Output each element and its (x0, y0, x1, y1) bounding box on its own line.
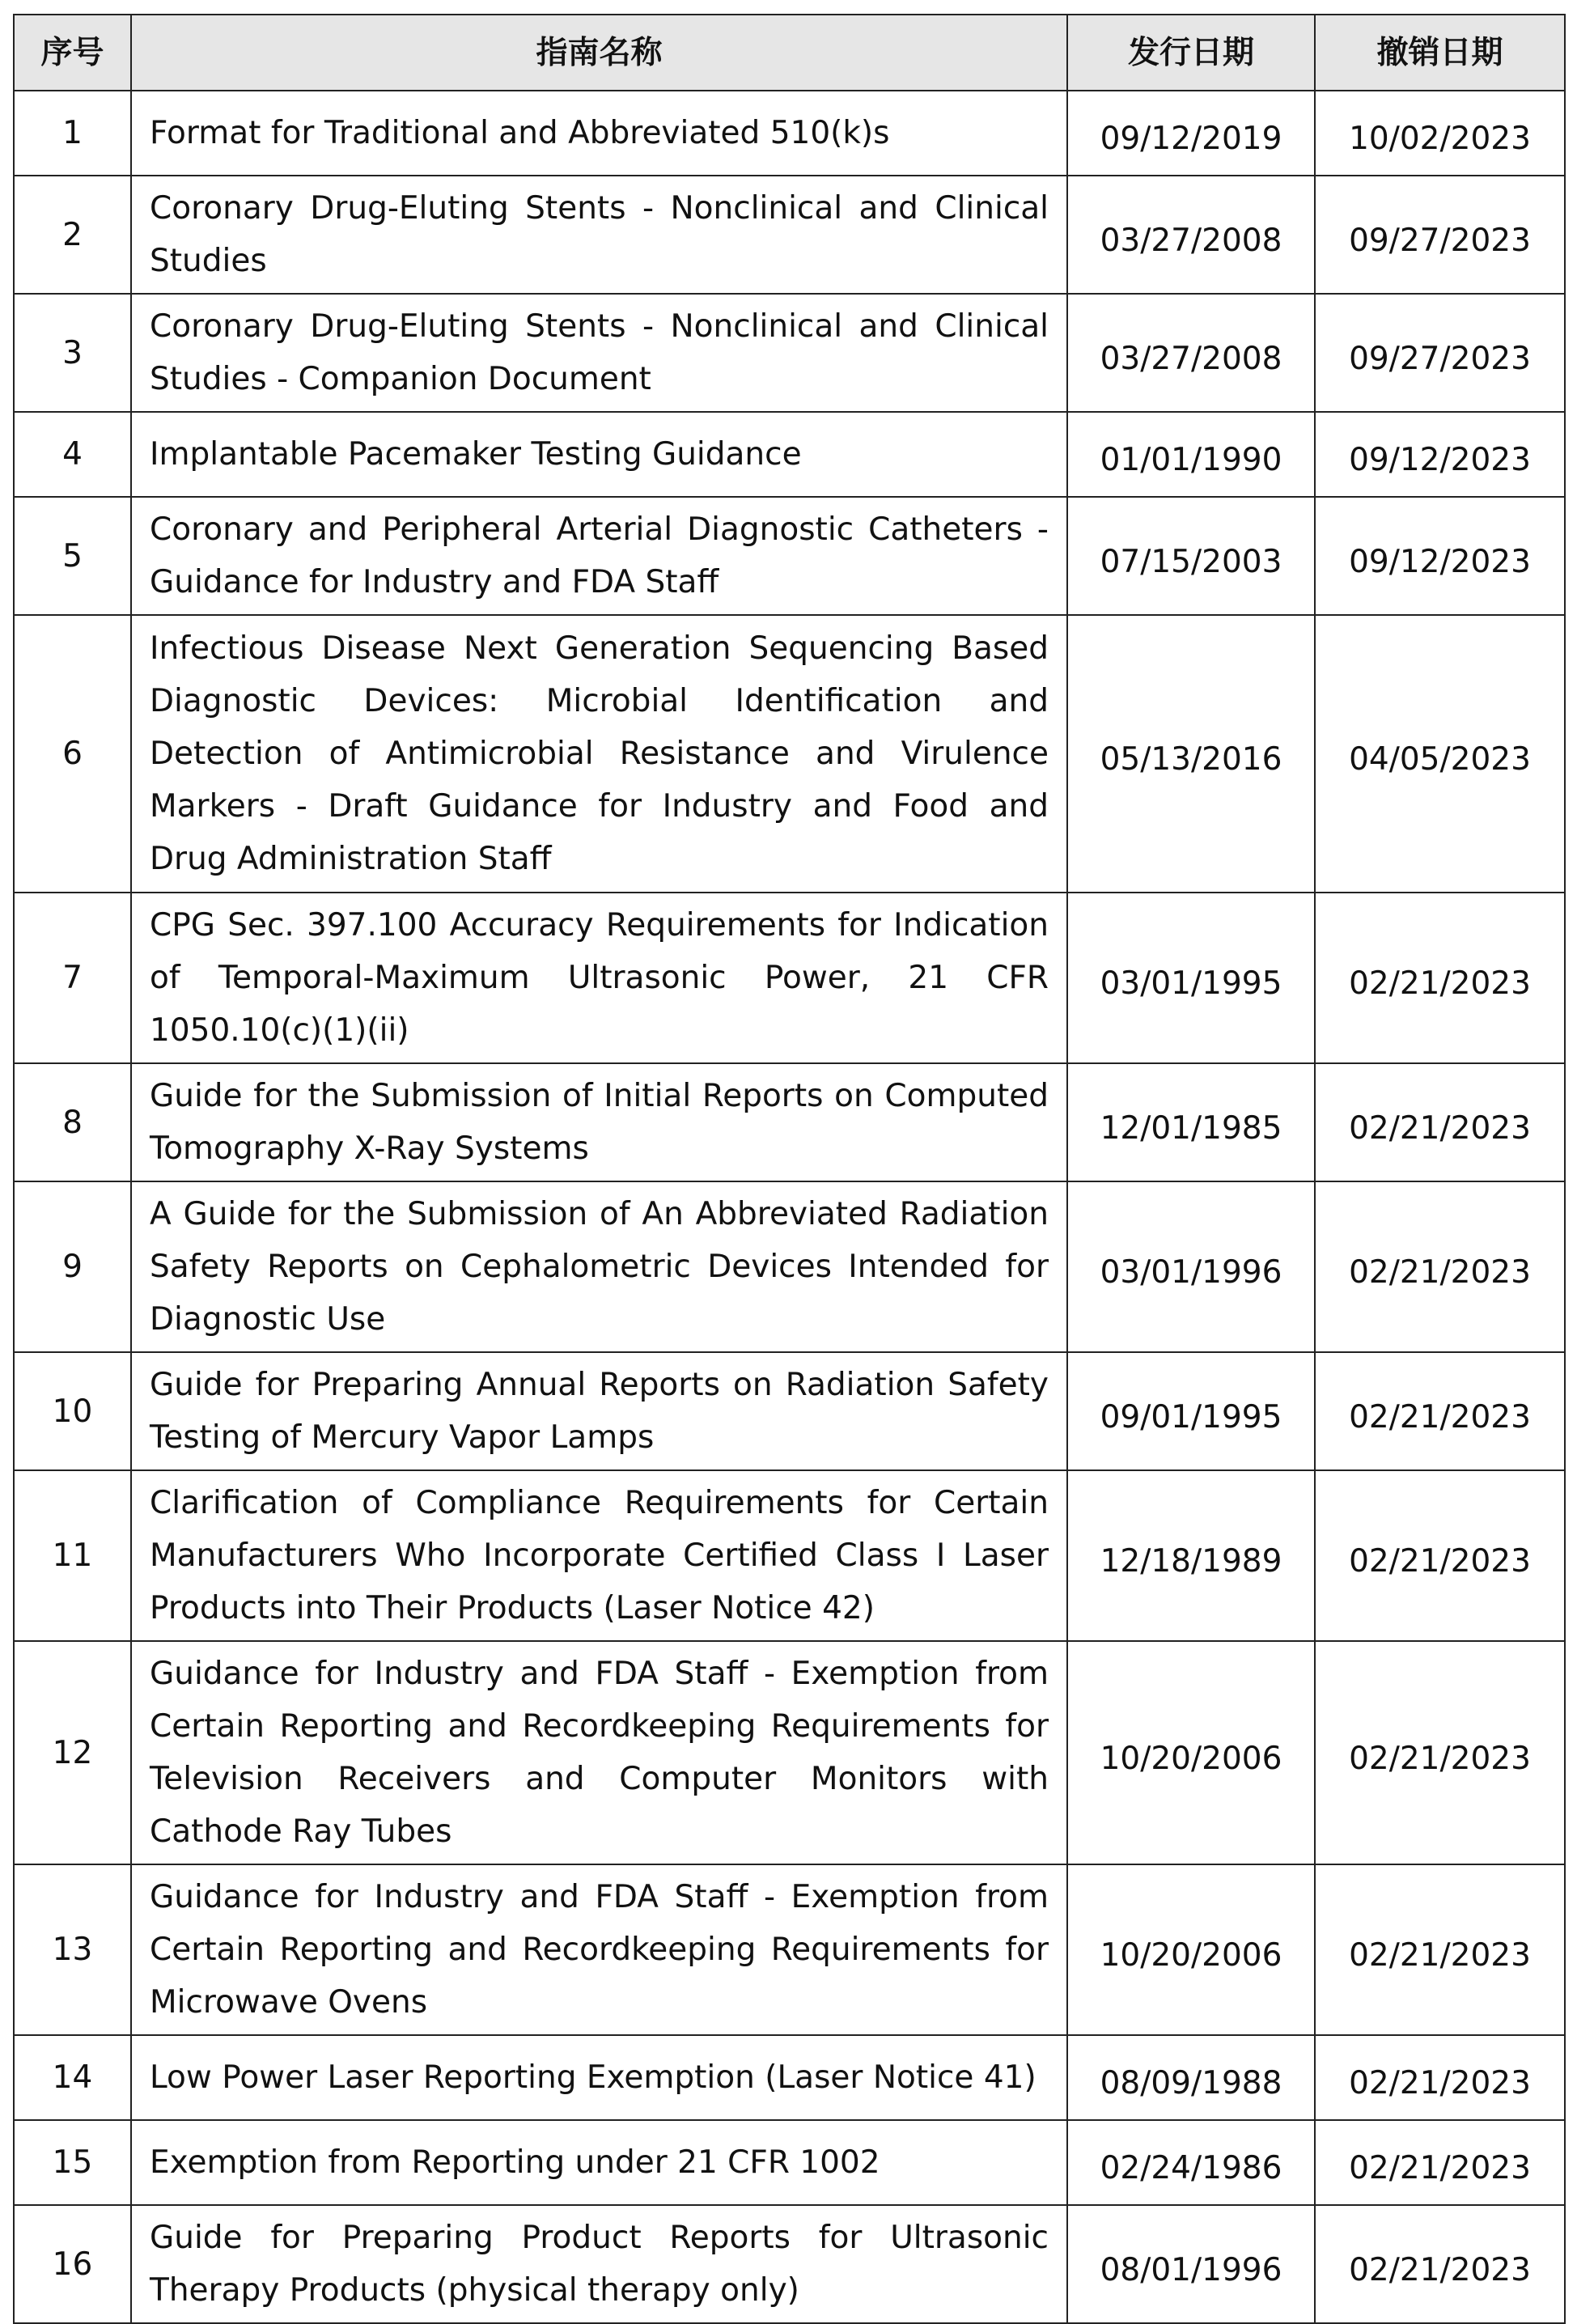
row-num: 3 (14, 294, 131, 412)
table-row (14, 2205, 1565, 2323)
row-revoke-date: 09/27/2023 (1315, 294, 1565, 412)
row-issue-date: 09/01/1995 (1067, 1352, 1315, 1470)
row-revoke-date: 02/21/2023 (1315, 2120, 1565, 2205)
row-num: 9 (14, 1181, 131, 1352)
row-num: 5 (14, 497, 131, 615)
table-row (14, 2120, 1565, 2205)
row-revoke-date: 09/12/2023 (1315, 497, 1565, 615)
row-issue-date: 03/01/1995 (1067, 893, 1315, 1063)
table-row (14, 176, 1565, 294)
table-row (14, 1063, 1565, 1181)
row-issue-date: 08/01/1996 (1067, 2205, 1315, 2323)
row-title: Exemption from Reporting under 21 CFR 1002 (131, 2120, 1067, 2205)
table-row (14, 1864, 1565, 2035)
row-revoke-date: 02/21/2023 (1315, 893, 1565, 1063)
row-revoke-date: 10/02/2023 (1315, 91, 1565, 176)
row-revoke-date: 02/21/2023 (1315, 1470, 1565, 1641)
row-title: Guide for Preparing Product Reports for Ultrasonic Therapy Products (physical therapy only) (131, 2205, 1067, 2323)
row-title: Format for Traditional and Abbreviated 510(k)s (131, 91, 1067, 176)
row-num: 15 (14, 2120, 131, 2205)
row-num: 2 (14, 176, 131, 294)
row-issue-date: 10/20/2006 (1067, 1641, 1315, 1864)
row-num: 7 (14, 893, 131, 1063)
row-title: Guide for Preparing Annual Reports on Radiation Safety Testing of Mercury Vapor Lamps (131, 1352, 1067, 1470)
row-issue-date: 12/18/1989 (1067, 1470, 1315, 1641)
row-title: Guidance for Industry and FDA Staff - Exemption from Certain Reporting and Recordkeeping Requirements for Microwave Ovens (131, 1864, 1067, 2035)
withdrawn-guidance-table (13, 14, 1566, 2324)
row-num: 6 (14, 615, 131, 893)
row-num: 8 (14, 1063, 131, 1181)
header-title: 指南名称 (131, 15, 1067, 91)
row-revoke-date: 02/21/2023 (1315, 1641, 1565, 1864)
table-row (14, 1470, 1565, 1641)
table-row (14, 893, 1565, 1063)
row-revoke-date: 02/21/2023 (1315, 1352, 1565, 1470)
row-title: Clarification of Compliance Requirements for Certain Manufacturers Who Incorporate Certified Class I Laser Products into Their Products (Laser Notice 42) (131, 1470, 1067, 1641)
table-row (14, 2035, 1565, 2120)
header-revoke-date: 撤销日期 (1315, 15, 1565, 91)
row-title: Low Power Laser Reporting Exemption (Laser Notice 41) (131, 2035, 1067, 2120)
row-num: 16 (14, 2205, 131, 2323)
row-title: Coronary Drug-Eluting Stents - Nonclinical and Clinical Studies (131, 176, 1067, 294)
row-revoke-date: 02/21/2023 (1315, 1864, 1565, 2035)
row-issue-date: 03/27/2008 (1067, 294, 1315, 412)
table-row (14, 1352, 1565, 1470)
table-row (14, 412, 1565, 497)
row-num: 12 (14, 1641, 131, 1864)
table-row (14, 294, 1565, 412)
row-title: A Guide for the Submission of An Abbreviated Radiation Safety Reports on Cephalometric Devices Intended for Diagnostic Use (131, 1181, 1067, 1352)
row-revoke-date: 09/12/2023 (1315, 412, 1565, 497)
row-title: Guidance for Industry and FDA Staff - Exemption from Certain Reporting and Recordkeeping Requirements for Television Receivers and Computer Monitors with Cathode Ray Tubes (131, 1641, 1067, 1864)
row-revoke-date: 02/21/2023 (1315, 2035, 1565, 2120)
row-revoke-date: 02/21/2023 (1315, 1181, 1565, 1352)
row-issue-date: 10/20/2006 (1067, 1864, 1315, 2035)
table-row (14, 615, 1565, 893)
row-revoke-date: 04/05/2023 (1315, 615, 1565, 893)
row-title: Coronary Drug-Eluting Stents - Nonclinical and Clinical Studies - Companion Document (131, 294, 1067, 412)
header-issue-date: 发行日期 (1067, 15, 1315, 91)
row-num: 11 (14, 1470, 131, 1641)
row-title: Infectious Disease Next Generation Sequencing Based Diagnostic Devices: Microbial Identification and Detection of Antimicrobial Resistance and Virulence Markers - Draft Guidance for Industry and Food and Drug Administration Staff (131, 615, 1067, 893)
row-title: Coronary and Peripheral Arterial Diagnostic Catheters - Guidance for Industry and FDA Staff (131, 497, 1067, 615)
row-issue-date: 03/01/1996 (1067, 1181, 1315, 1352)
header-num: 序号 (14, 15, 131, 91)
row-num: 10 (14, 1352, 131, 1470)
row-issue-date: 03/27/2008 (1067, 176, 1315, 294)
row-revoke-date: 02/21/2023 (1315, 1063, 1565, 1181)
table-row (14, 91, 1565, 176)
row-num: 1 (14, 91, 131, 176)
row-issue-date: 07/15/2003 (1067, 497, 1315, 615)
row-issue-date: 12/01/1985 (1067, 1063, 1315, 1181)
row-issue-date: 01/01/1990 (1067, 412, 1315, 497)
row-issue-date: 02/24/1986 (1067, 2120, 1315, 2205)
row-num: 13 (14, 1864, 131, 2035)
row-num: 14 (14, 2035, 131, 2120)
row-num: 4 (14, 412, 131, 497)
table-header-row (14, 15, 1565, 91)
guidance-table-container (13, 14, 1564, 2324)
table-row (14, 1181, 1565, 1352)
row-title: Guide for the Submission of Initial Reports on Computed Tomography X-Ray Systems (131, 1063, 1067, 1181)
row-revoke-date: 09/27/2023 (1315, 176, 1565, 294)
row-revoke-date: 02/21/2023 (1315, 2205, 1565, 2323)
row-issue-date: 08/09/1988 (1067, 2035, 1315, 2120)
row-title: CPG Sec. 397.100 Accuracy Requirements for Indication of Temporal-Maximum Ultrasonic Power, 21 CFR 1050.10(c)(1)(ii) (131, 893, 1067, 1063)
row-issue-date: 05/13/2016 (1067, 615, 1315, 893)
table-row (14, 497, 1565, 615)
row-title: Implantable Pacemaker Testing Guidance (131, 412, 1067, 497)
row-issue-date: 09/12/2019 (1067, 91, 1315, 176)
table-row (14, 1641, 1565, 1864)
